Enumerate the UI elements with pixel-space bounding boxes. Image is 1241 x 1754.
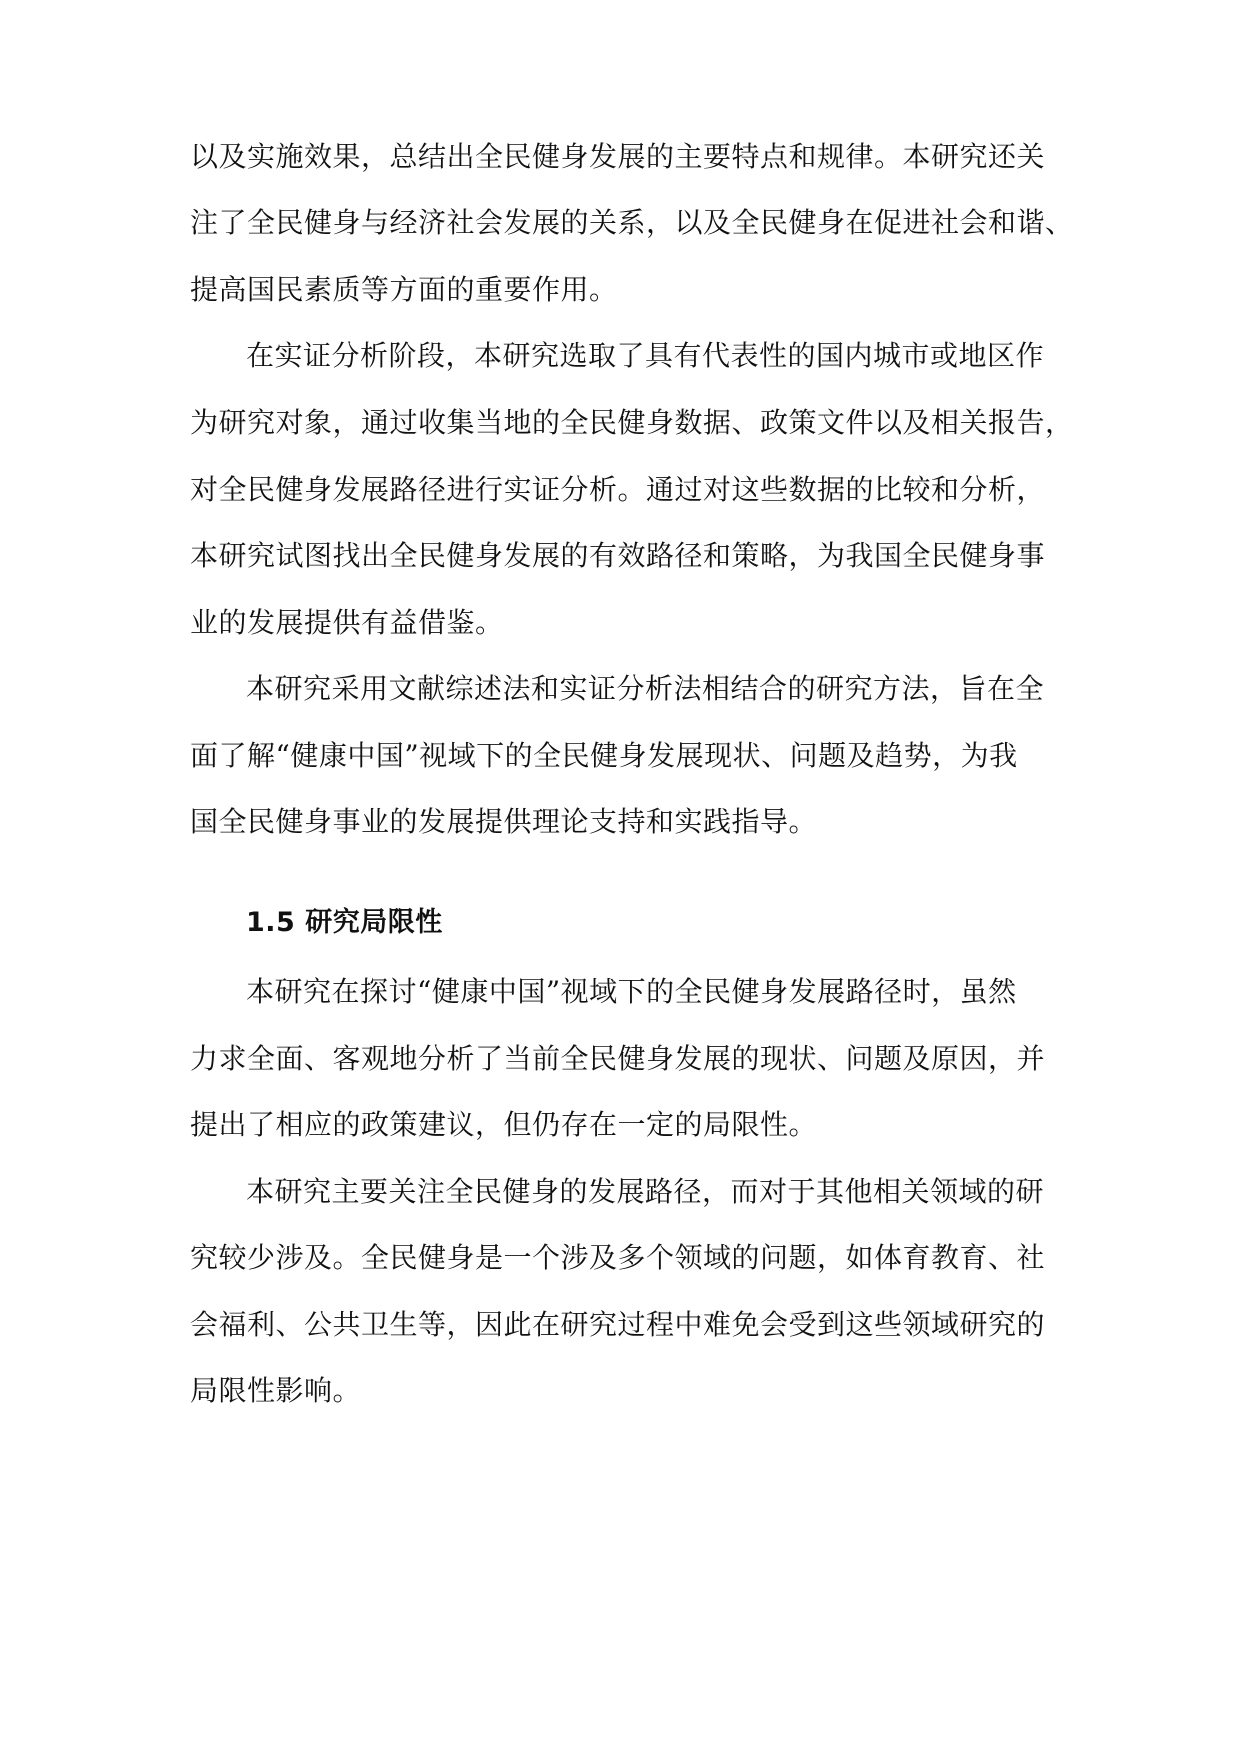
paragraph-line: 对全民健身发展路径进行实证分析。通过对这些数据的比较和分析， — [190, 473, 1046, 506]
paragraph-line: 注了全民健身与经济社会发展的关系，以及全民健身在促进社会和谐、 — [190, 206, 1074, 239]
paragraph-line: 本研究采用文献综述法和实证分析法相结合的研究方法，旨在全 — [246, 672, 1045, 705]
paragraph-line: 提高国民素质等方面的重要作用。 — [190, 273, 618, 306]
paragraph-line: 业的发展提供有益借鉴。 — [190, 606, 504, 639]
paragraph-line: 在实证分析阶段，本研究选取了具有代表性的国内城市或地区作 — [246, 339, 1045, 372]
paragraph-line: 提出了相应的政策建议，但仍存在一定的局限性。 — [190, 1108, 818, 1141]
paragraph-line: 国全民健身事业的发展提供理论支持和实践指导。 — [190, 805, 818, 838]
section-heading: 1.5 研究局限性 — [246, 907, 443, 938]
paragraph-line: 会福利、公共卫生等，因此在研究过程中难免会受到这些领域研究的 — [190, 1308, 1046, 1341]
paragraph-line: 本研究试图找出全民健身发展的有效路径和策略，为我国全民健身事 — [190, 539, 1046, 572]
paragraph-line: 面了解“健康中国”视域下的全民健身发展现状、问题及趋势，为我 — [190, 739, 1018, 772]
paragraph-line: 力求全面、客观地分析了当前全民健身发展的现状、问题及原因，并 — [190, 1042, 1046, 1075]
paragraph-line: 本研究主要关注全民健身的发展路径，而对于其他相关领域的研 — [246, 1175, 1045, 1208]
paragraph-line: 为研究对象，通过收集当地的全民健身数据、政策文件以及相关报告， — [190, 406, 1074, 439]
paragraph-line: 局限性影响。 — [190, 1374, 362, 1407]
paragraph-line: 究较少涉及。全民健身是一个涉及多个领域的问题，如体育教育、社 — [190, 1241, 1046, 1274]
paragraph-line: 以及实施效果，总结出全民健身发展的主要特点和规律。本研究还关 — [190, 140, 1046, 173]
paragraph-line: 本研究在探讨“健康中国”视域下的全民健身发展路径时，虽然 — [246, 975, 1017, 1008]
